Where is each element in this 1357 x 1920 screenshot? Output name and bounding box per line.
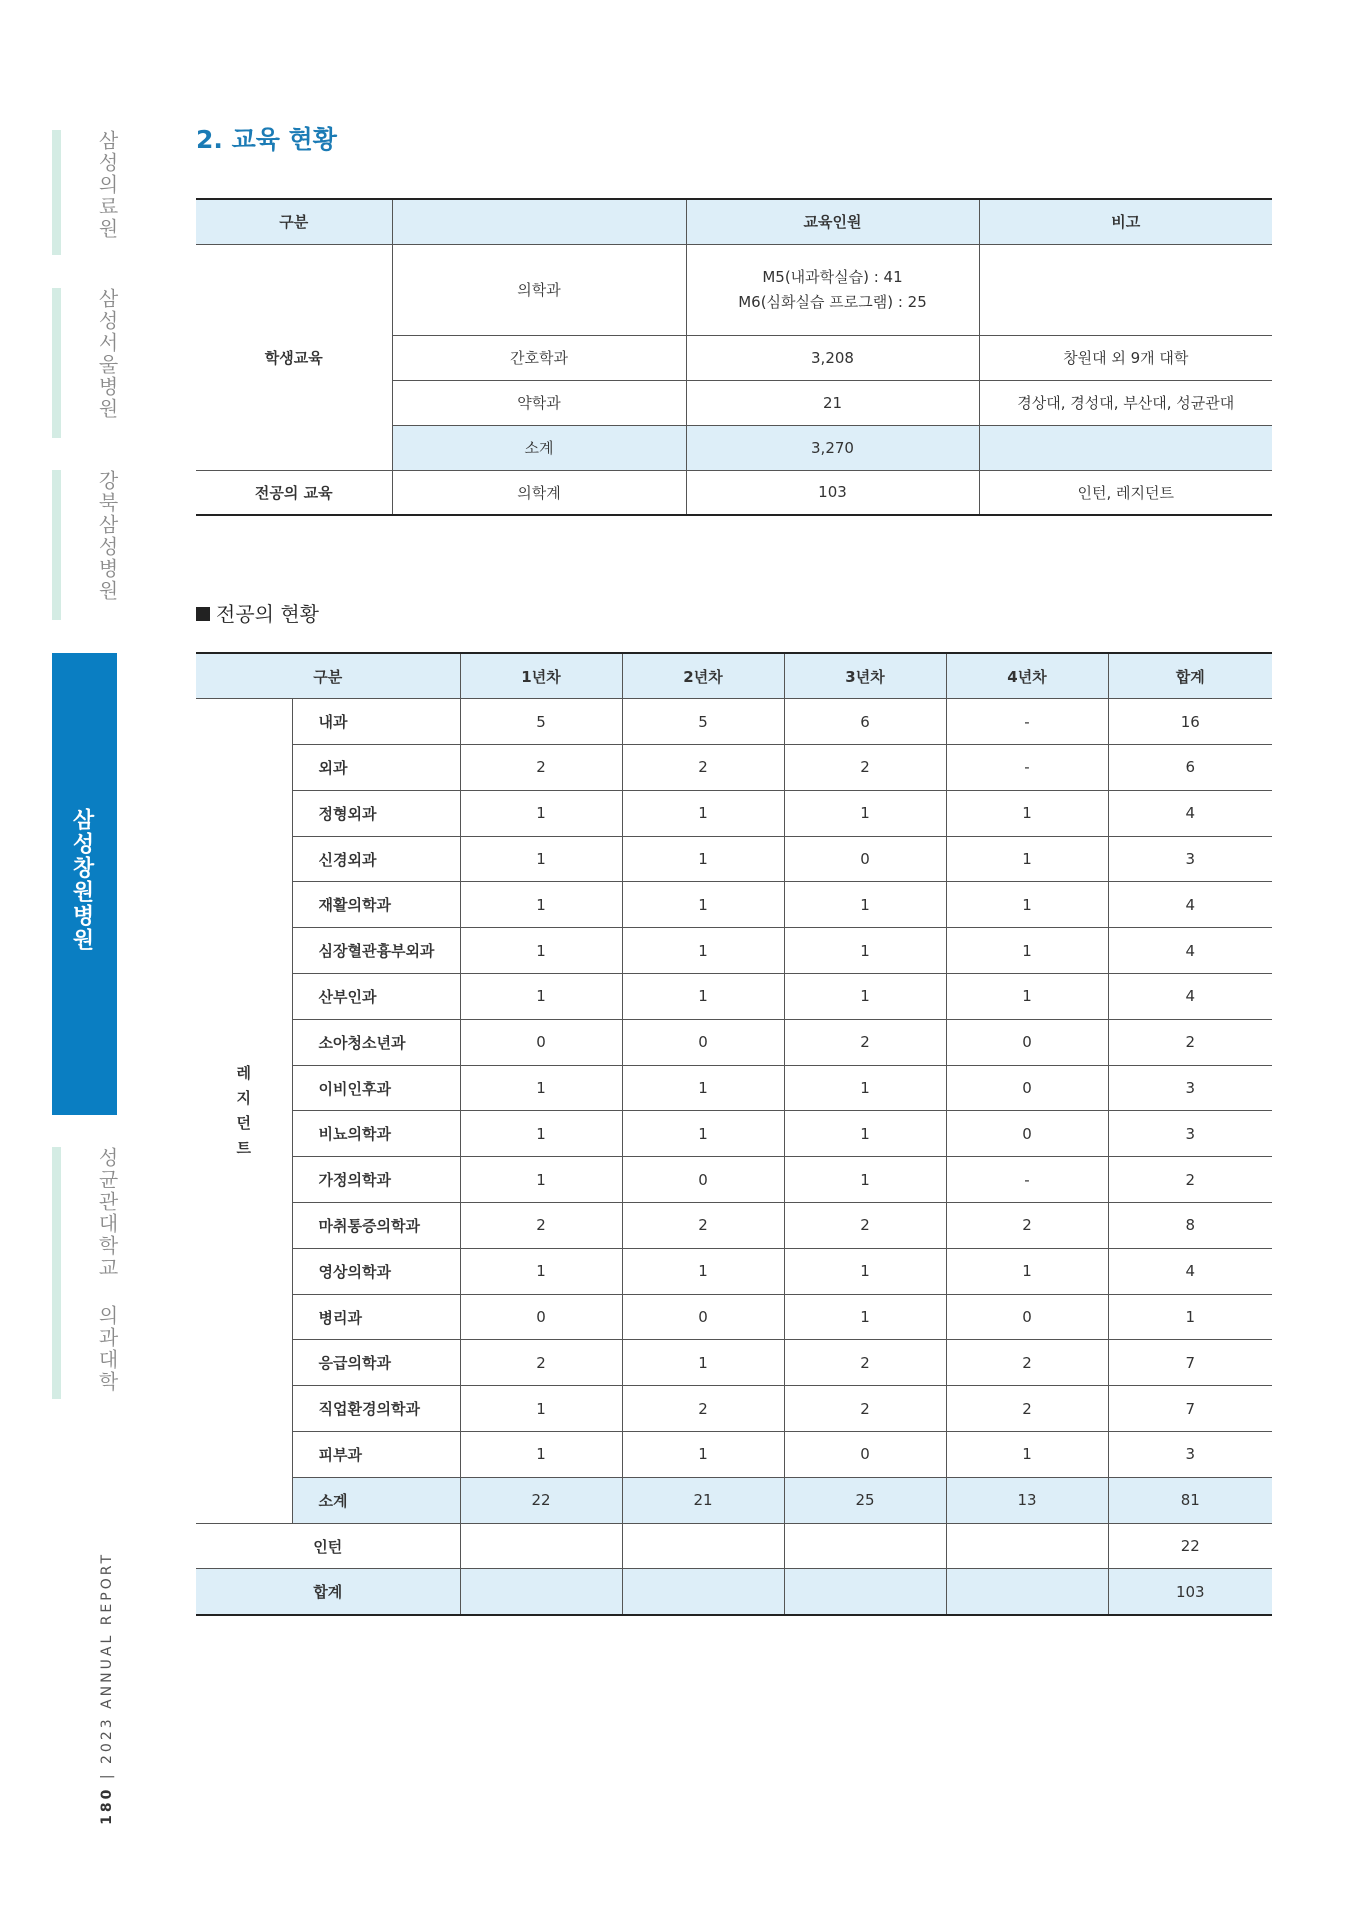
value-cell: 5 [460,699,622,745]
table-row [196,790,1272,836]
subtotal-value-cell: 25 [784,1477,946,1523]
dept-cell: 간호학과 [392,335,686,380]
subtotal-value-cell: 21 [622,1477,784,1523]
table-row [196,745,1272,791]
value-cell: 3 [1108,836,1272,882]
table-row [196,470,1272,515]
value-cell: 1 [622,928,784,974]
group-cell [196,699,292,1523]
value-cell: 1 [460,1111,622,1157]
sidebar-tab-samsung-seoul-hospital[interactable] [52,288,117,438]
table-header-cell [392,199,686,244]
value-cell: 1 [622,1432,784,1478]
table-header-cell: 구분 [196,653,460,699]
value-cell [460,1523,622,1569]
value-cell: 3 [1108,1065,1272,1111]
table-row [196,882,1272,928]
dept-name-cell: 심장혈관흉부외과 [292,928,460,974]
sidebar-tab-label: 삼성의료원 [95,130,119,240]
dept-name-cell: 정형외과 [292,790,460,836]
table-row [196,1248,1272,1294]
value-cell: 1 [622,1111,784,1157]
group-label-char: 레 [236,1063,251,1082]
dept-cell: 약학과 [392,380,686,425]
subsection-title-text: 전공의 현황 [216,602,319,626]
resident-table [196,652,1272,1616]
table-row [196,699,1272,745]
sidebar-tab-kangbuk-samsung-hospital[interactable] [52,470,117,620]
note-cell [979,244,1272,335]
sidebar-tab-skku-medicine[interactable] [52,1147,117,1399]
value-cell [622,1569,784,1615]
table-row [196,836,1272,882]
value-cell: 1 [460,1157,622,1203]
sidebar-tab-label: 성균관대학교 의과대학 [95,1147,119,1393]
value-cell: 1 [784,928,946,974]
subsection-title [196,598,319,627]
value-cell: 3 [1108,1111,1272,1157]
table-row [196,1203,1272,1249]
grand-total-cell: 103 [1108,1569,1272,1615]
page-number: 180 [99,1786,115,1825]
table-row [196,928,1272,974]
grand-total-label-cell: 합계 [196,1569,460,1615]
subtotal-label-cell: 소계 [292,1477,460,1523]
value-cell: 1 [460,1386,622,1432]
table-row [196,1157,1272,1203]
dept-name-cell: 마취통증의학과 [292,1203,460,1249]
table-header-cell: 1년차 [460,653,622,699]
table-row [196,1065,1272,1111]
table-header-cell: 2년차 [622,653,784,699]
value-cell: 2 [460,1203,622,1249]
value-cell: 2 [784,745,946,791]
note-cell: 경상대, 경성대, 부산대, 성균관대 [979,380,1272,425]
table-row-intern [196,1523,1272,1569]
square-bullet-icon [196,607,210,621]
value-cell: 1 [784,1294,946,1340]
count-cell: 103 [686,470,979,515]
table-header-cell: 구분 [196,199,392,244]
subtotal-label-cell: 소계 [392,425,686,470]
sidebar-tab-label: 삼성창원병원 [69,808,94,952]
table-header-cell: 4년차 [946,653,1108,699]
value-cell: 7 [1108,1340,1272,1386]
table-row [196,1340,1272,1386]
value-cell: 2 [784,1340,946,1386]
note-cell: 인턴, 레지던트 [979,470,1272,515]
sidebar-tab-label: 삼성서울병원 [95,288,119,420]
subtotal-value-cell: 13 [946,1477,1108,1523]
value-cell: 1 [784,1248,946,1294]
value-cell: 0 [622,1294,784,1340]
value-cell: 1 [460,882,622,928]
sidebar-tab-label: 강북삼성병원 [95,470,119,602]
value-cell [946,1523,1108,1569]
tab-indicator [52,1147,61,1399]
value-cell: 0 [946,1294,1108,1340]
count-line: M5(내과학실습) : 41 [762,267,903,286]
value-cell [784,1569,946,1615]
dept-cell: 의학계 [392,470,686,515]
value-cell: 8 [1108,1203,1272,1249]
table-header-cell: 3년차 [784,653,946,699]
dept-name-cell: 신경외과 [292,836,460,882]
dept-name-cell: 소아청소년과 [292,1019,460,1065]
resident-table-body [196,699,1272,1615]
value-cell: 1 [784,790,946,836]
value-cell [622,1523,784,1569]
table-row [196,1294,1272,1340]
value-cell: 2 [946,1203,1108,1249]
value-cell: 4 [1108,974,1272,1020]
value-cell: 0 [946,1019,1108,1065]
value-cell: 1 [460,1248,622,1294]
table-row-grand-total [196,1569,1272,1615]
sidebar-tab-samsung-changwon-hospital[interactable] [52,653,117,1115]
value-cell: 1 [622,1340,784,1386]
value-cell: - [946,745,1108,791]
value-cell: 1 [622,882,784,928]
value-cell: 2 [622,745,784,791]
value-cell: 2 [946,1386,1108,1432]
value-cell: 4 [1108,928,1272,974]
value-cell: 1 [460,928,622,974]
subtotal-count-cell: 3,270 [686,425,979,470]
table-header-cell: 합계 [1108,653,1272,699]
table-row [196,1386,1272,1432]
education-table [196,198,1272,516]
value-cell: 1 [946,790,1108,836]
subtotal-value-cell: 22 [460,1477,622,1523]
value-cell [460,1569,622,1615]
value-cell: 1 [622,1248,784,1294]
value-cell: 2 [784,1386,946,1432]
value-cell: 2 [460,1340,622,1386]
value-cell: 2 [622,1203,784,1249]
value-cell: 16 [1108,699,1272,745]
value-cell: 4 [1108,790,1272,836]
value-cell: 1 [622,1065,784,1111]
value-cell: 1 [784,1065,946,1111]
dept-name-cell: 비뇨의학과 [292,1111,460,1157]
subtotal-value-cell: 81 [1108,1477,1272,1523]
value-cell: 2 [622,1386,784,1432]
value-cell: 5 [622,699,784,745]
value-cell: 1 [946,974,1108,1020]
dept-name-cell: 산부인과 [292,974,460,1020]
dept-name-cell: 이비인후과 [292,1065,460,1111]
value-cell: 1 [460,1065,622,1111]
group-label-char: 던 [236,1113,251,1132]
value-cell: 0 [784,1432,946,1478]
group-cell: 전공의 교육 [196,470,392,515]
value-cell: - [946,699,1108,745]
value-cell: 7 [1108,1386,1272,1432]
dept-name-cell: 직업환경의학과 [292,1386,460,1432]
value-cell: 2 [784,1019,946,1065]
value-cell: 0 [622,1019,784,1065]
table-row-subtotal [196,1477,1272,1523]
count-cell: 21 [686,380,979,425]
table-row [196,1432,1272,1478]
value-cell: 2 [1108,1157,1272,1203]
value-cell: 0 [946,1065,1108,1111]
intern-label-cell: 인턴 [196,1523,460,1569]
table-row [196,1019,1272,1065]
table-row [196,244,1272,335]
section-title: 2. 교육 현황 [196,125,337,154]
value-cell: 1 [1108,1294,1272,1340]
value-cell [784,1523,946,1569]
dept-cell: 의학과 [392,244,686,335]
dept-name-cell: 피부과 [292,1432,460,1478]
tab-indicator [52,470,61,620]
dept-name-cell: 가정의학과 [292,1157,460,1203]
table-header-cell: 비고 [979,199,1272,244]
value-cell: 3 [1108,1432,1272,1478]
table-header-row [196,653,1272,699]
value-cell: 1 [622,836,784,882]
dept-name-cell: 영상의학과 [292,1248,460,1294]
value-cell: 1 [784,882,946,928]
note-cell [979,425,1272,470]
dept-name-cell: 병리과 [292,1294,460,1340]
table-header-row [196,199,1272,244]
value-cell: 1 [946,928,1108,974]
value-cell: 4 [1108,1248,1272,1294]
value-cell: 4 [1108,882,1272,928]
table-row [196,974,1272,1020]
value-cell: 2 [460,745,622,791]
intern-total-cell: 22 [1108,1523,1272,1569]
value-cell: 0 [946,1111,1108,1157]
value-cell: 2 [946,1340,1108,1386]
value-cell: 1 [946,882,1108,928]
tab-indicator [52,130,61,255]
value-cell: 1 [946,836,1108,882]
count-cell [686,244,979,335]
count-line: M6(심화실습 프로그램) : 25 [738,292,927,311]
dept-name-cell: 외과 [292,745,460,791]
value-cell: 1 [784,1111,946,1157]
dept-name-cell: 내과 [292,699,460,745]
value-cell: 1 [460,1432,622,1478]
value-cell: - [946,1157,1108,1203]
page-footer [100,1552,114,1825]
tab-indicator [52,288,61,438]
value-cell: 6 [1108,745,1272,791]
count-cell: 3,208 [686,335,979,380]
value-cell: 1 [946,1432,1108,1478]
value-cell: 1 [460,974,622,1020]
value-cell: 1 [460,836,622,882]
value-cell: 0 [460,1294,622,1340]
sidebar-tab-samsung-medical-center[interactable] [52,130,117,255]
group-label-char: 트 [236,1138,251,1157]
dept-name-cell: 응급의학과 [292,1340,460,1386]
note-cell: 창원대 외 9개 대학 [979,335,1272,380]
table-header-cell: 교육인원 [686,199,979,244]
value-cell: 1 [460,790,622,836]
value-cell: 0 [622,1157,784,1203]
value-cell: 6 [784,699,946,745]
value-cell: 1 [784,1157,946,1203]
value-cell: 2 [784,1203,946,1249]
value-cell: 0 [784,836,946,882]
group-cell: 학생교육 [196,244,392,470]
value-cell [946,1569,1108,1615]
value-cell: 2 [1108,1019,1272,1065]
value-cell: 1 [946,1248,1108,1294]
value-cell: 1 [622,974,784,1020]
value-cell: 0 [460,1019,622,1065]
value-cell: 1 [622,790,784,836]
value-cell: 1 [784,974,946,1020]
table-row [196,1111,1272,1157]
group-label-char: 지 [236,1088,251,1107]
report-name: | 2023 ANNUAL REPORT [99,1552,115,1780]
dept-name-cell: 재활의학과 [292,882,460,928]
